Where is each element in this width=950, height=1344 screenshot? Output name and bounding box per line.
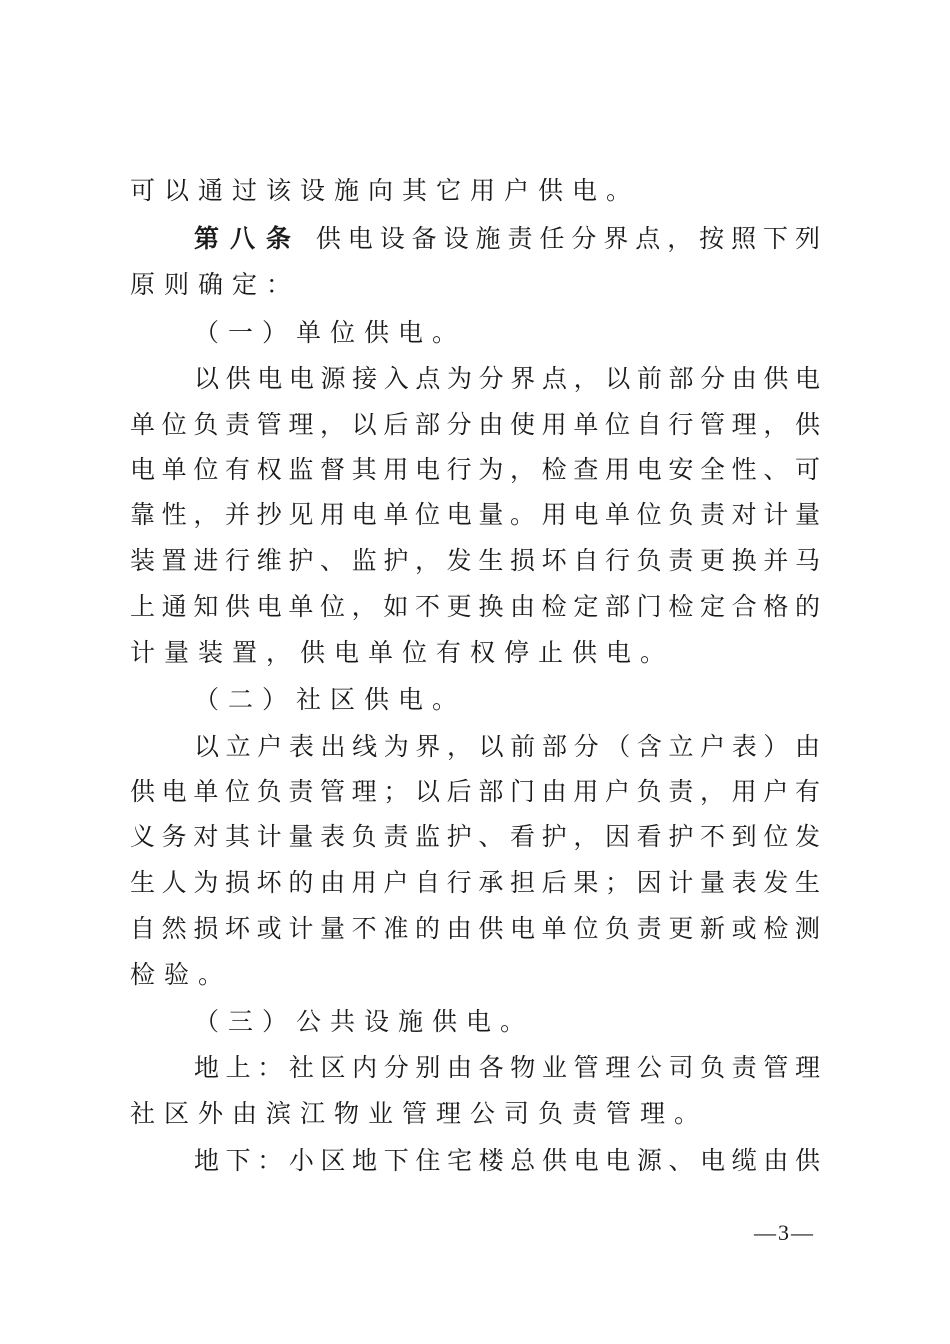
- text-line: 上通知供电单位，如不更换由检定部门检定合格的: [130, 592, 820, 621]
- text-line: 自然损坏或计量不准的由供电单位负责更新或检测: [130, 914, 820, 943]
- section-heading: （三）公共设施供电。: [194, 1007, 535, 1036]
- text-line: 地上：社区内分别由各物业管理公司负责管理: [194, 1053, 820, 1082]
- section-heading: （一）单位供电。: [194, 318, 467, 347]
- text-line: 义务对其计量表负责监护、看护，因看护不到位发: [130, 822, 820, 851]
- text-line: 社区外由滨江物业管理公司负责管理。: [130, 1099, 709, 1128]
- text-line: 生人为损坏的由用户自行承担后果；因计量表发生: [130, 868, 820, 897]
- text-line: 装置进行维护、监护，发生损坏自行负责更换并马: [130, 546, 820, 575]
- text-line: 地下：小区地下住宅楼总供电电源、电缆由供: [194, 1146, 820, 1175]
- text-line: 计量装置，供电单位有权停止供电。: [130, 638, 675, 667]
- text-line: 靠性，并抄见用电单位电量。用电单位负责对计量: [130, 500, 820, 529]
- text-line: 以立户表出线为界，以前部分（含立户表）由: [194, 732, 820, 761]
- text-line: 单位负责管理，以后部分由使用单位自行管理，供: [130, 410, 820, 439]
- text-line: 供电单位负责管理；以后部门由用户负责，用户有: [130, 777, 820, 806]
- text-line: 电单位有权监督其用电行为，检查用电安全性、可: [130, 455, 820, 484]
- page-number: —3—: [754, 1220, 815, 1245]
- text-line: 原则确定：: [130, 270, 301, 299]
- article-line: [194, 224, 820, 254]
- text-line: 可以通过该设施向其它用户供电。: [130, 176, 641, 205]
- text-line: 以供电电源接入点为分界点，以前部分由供电: [194, 364, 820, 393]
- article-heading: 第八条: [194, 224, 302, 253]
- text-line: 检验。: [130, 960, 233, 989]
- section-heading: （二）社区供电。: [194, 685, 467, 714]
- article-text: 供电设备设施责任分界点，按照下列: [315, 224, 820, 253]
